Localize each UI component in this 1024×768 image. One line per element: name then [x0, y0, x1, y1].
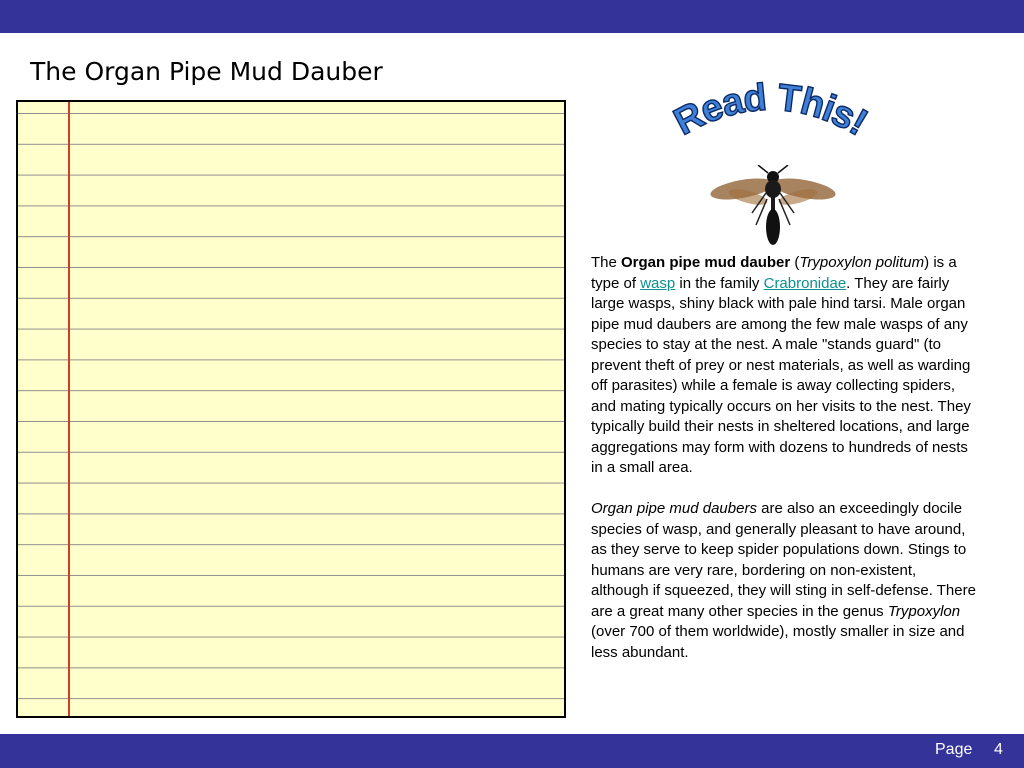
notebook-paper	[16, 100, 566, 718]
read-this-badge	[650, 70, 890, 160]
page-title: The Organ Pipe Mud Dauber	[30, 57, 383, 86]
article-paragraph-1: The Organ pipe mud dauber (Trypoxylon politum) is a type of wasp in the family Crabronidae. They are fairly large wasps, shiny black with pale hind tarsi. Male organ pipe mud daubers are among the few male wasps of any species to stay at the nest. A male "stands guard" (to prevent theft of prey or nest materials, as well as warding off parasites) while a female is away collecting spiders, and mating typically occurs on her visits to the nest. They typically build their nests in sheltered locations, and large aggregations may form with dozens to hundreds of nests in a small area.	[591, 254, 971, 476]
bottom-bar	[0, 734, 1024, 768]
article-paragraph-2: Organ pipe mud daubers are also an exceedingly docile species of wasp, and generally pleasant to have around, as they serve to keep spider populations down. Stings to humans are very rare, bordering on non-existent, although if squeezed, they will sting in self-defense. There are a great many other species in the genus Trypoxylon (over 700 of them worldwide), mostly smaller in size and less abundant.	[591, 500, 976, 661]
top-bar	[0, 0, 1024, 33]
scientific-name: Trypoxylon politum	[799, 254, 925, 271]
genus-name: Trypoxylon	[887, 602, 961, 620]
page-number: 4	[994, 741, 1003, 758]
page-label: Page	[935, 741, 973, 758]
notebook-margin-line	[68, 102, 70, 716]
species-name: Organ pipe mud dauber	[621, 254, 791, 271]
wasp-icon	[708, 165, 838, 250]
read-this-text: Read This!	[667, 76, 874, 144]
article-text	[591, 253, 977, 663]
crabronidae-link[interactable]: Crabronidae	[763, 274, 847, 292]
wasp-link[interactable]: wasp	[640, 274, 676, 292]
